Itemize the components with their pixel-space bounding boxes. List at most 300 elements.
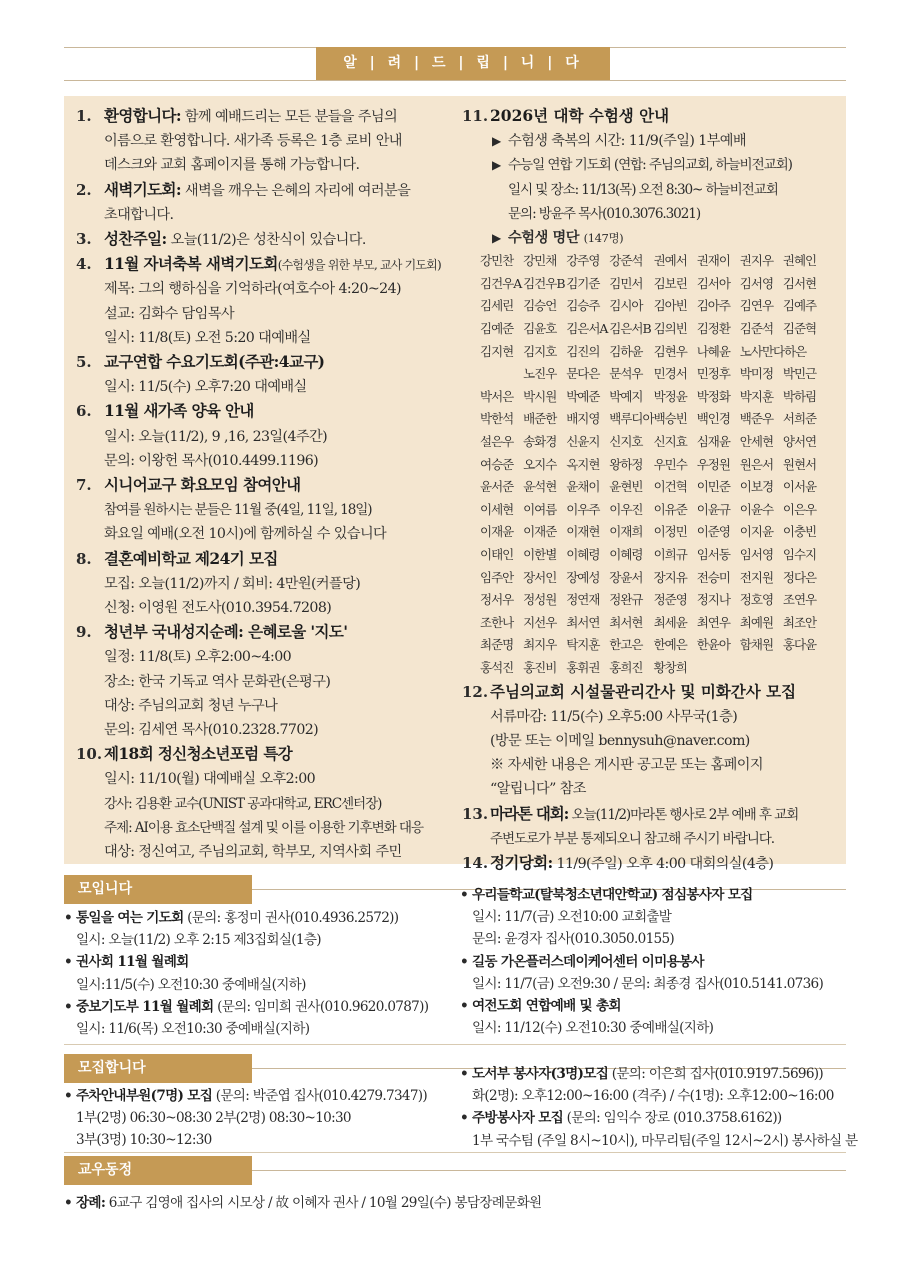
list-item-contact: (문의: 임익수 장로 (010.3758.6162)) (563, 1110, 782, 1127)
roster-name: 정서우 (480, 592, 514, 608)
list-item-title: 도서부 봉사자(3명)모집 (472, 1066, 609, 1082)
roster-name: 이충빈 (782, 524, 817, 540)
item-heading (104, 350, 454, 375)
triangle-icon: ▶ (492, 231, 502, 246)
roster-name: 김윤호 (523, 321, 557, 336)
roster-name: 송화경 (523, 433, 557, 449)
roster-name: 왕하정 (609, 456, 643, 472)
section-header-member-news: 교우동정 (64, 1156, 252, 1185)
roster-name: 강민찬 (480, 253, 514, 269)
roster-name: 이혜령 (566, 546, 600, 562)
roster-name: 이서윤 (782, 479, 817, 495)
announcement-item (462, 802, 846, 851)
list-item-line: 문의: 윤경자 집사(010.3050.0155) (472, 931, 675, 948)
volunteers-left (64, 1085, 460, 1152)
list-item-line: 일시: 오늘(11/2) 오후 2:15 제3집회실(1층) (76, 932, 321, 949)
list-item-heading (472, 951, 846, 973)
list-item (460, 1107, 858, 1151)
roster-name: 장예성 (566, 569, 600, 585)
item-number: 13. (462, 804, 489, 823)
list-item (64, 1085, 460, 1152)
roster-name: 이재희 (609, 524, 643, 540)
roster-name: 홍희진 (609, 659, 643, 675)
item-line: 이름으로 환영합니다. 새가족 등록은 1층 로비 안내 (104, 133, 402, 150)
item-number: 7. (76, 476, 92, 495)
roster-name: 이재현 (566, 524, 600, 540)
roster-name: 이보경 (739, 479, 774, 495)
roster-name: 이우진 (609, 501, 643, 517)
gatherings-left (64, 907, 460, 1040)
roster-name: 신윤지 (566, 433, 600, 449)
item-line: 문의: 김세연 목사(010.2328.7702) (104, 722, 319, 739)
roster-name: 김현우 (653, 343, 687, 359)
list-item-contact: (문의: 박준엽 집사(010.4279.7347)) (212, 1088, 427, 1104)
roster-name: 장윤서 (609, 569, 643, 585)
item-number: 5. (76, 353, 92, 372)
roster-name: 이한별 (523, 546, 557, 562)
item-heading (104, 252, 454, 277)
item-line: 장소: 한국 기독교 역사 문화관(은평구) (104, 673, 331, 690)
item-heading (104, 547, 454, 572)
roster-name: 권재이 (696, 253, 730, 269)
announcement-item (76, 547, 454, 621)
roster-name: 최연우 (696, 614, 730, 630)
list-item-line: 1부(2명) 06:30~08:30 2부(2명) 08:30~10:30 (76, 1110, 351, 1127)
announcement-item (76, 742, 454, 864)
bullet-icon: • (460, 953, 468, 970)
bullet-icon: • (460, 887, 468, 903)
list-item-line: 일시: 11/12(수) 오전10:30 중예배실(지하) (472, 1020, 714, 1037)
roster-name: 정호영 (739, 592, 774, 608)
roster-name: 지선우 (523, 614, 557, 630)
item-line: 신청: 이영원 전도사(010.3954.7208) (104, 600, 332, 617)
item-title: 제18회 정신청소년포럼 특강 (104, 744, 293, 764)
list-item (64, 1192, 846, 1214)
item-heading (104, 104, 454, 129)
roster-name: 전승미 (696, 569, 730, 585)
roster-name: 조연우 (782, 592, 817, 608)
item-line: 서류마감: 11/5(수) 오후5:00 사무국(1층) (490, 708, 738, 725)
roster-name: 김예준 (480, 321, 514, 336)
roster-name: 조한나 (480, 614, 514, 630)
roster-name: 김준석 (739, 321, 774, 336)
roster-name: 양서연 (782, 433, 817, 449)
announcement-item (76, 350, 454, 399)
roster-name: 문다은 (566, 366, 600, 382)
roster-name: 박미정 (739, 366, 774, 382)
item-number: 14. (462, 853, 489, 872)
roster-name: 김승언 (523, 298, 557, 314)
item-number: 10. (76, 745, 103, 764)
bullet-icon: • (64, 910, 72, 926)
roster-name: 이우주 (566, 501, 600, 517)
announcement-item (76, 473, 454, 547)
roster-name: 권혜인 (782, 253, 817, 269)
roster-names (480, 250, 826, 679)
roster-name: 백인경 (696, 411, 730, 427)
roster-name: 윤서준 (480, 479, 514, 495)
item-line: 참여를 원하시는 분들은 11월 중(4일, 11일, 18일) (104, 502, 372, 519)
roster-name: 김아빈 (653, 298, 687, 314)
list-item-title: 여전도회 연합예배 및 총회 (472, 998, 621, 1015)
section-divider (64, 1044, 846, 1045)
section-rule (252, 1170, 846, 1171)
sub-title: 수험생 축복의 시간: 11/9(주일) 1부예배 (508, 133, 746, 150)
roster-name: 탁지훈 (566, 637, 600, 653)
list-item-title: 주차안내부원(7명) 모집 (76, 1088, 213, 1104)
roster-name: 임수지 (782, 546, 817, 562)
roster-name: 설은우 (480, 433, 514, 449)
item-heading (104, 742, 454, 767)
list-item-title: 권사회 11월 월례회 (76, 954, 189, 971)
item-line: 일시: 11/8(토) 오전 5:20 대예배실 (104, 329, 311, 346)
item-title: 청년부 국내성지순례: 은혜로울 '지도' (104, 622, 348, 642)
roster-name: 홍휘권 (566, 659, 600, 675)
roster-name: 김건우B (523, 275, 565, 291)
roster-name: 김건우A (480, 275, 522, 291)
item-title: 11월 자녀축복 새벽기도회 (104, 254, 278, 274)
list-item (460, 995, 846, 1039)
item-text: 오늘(11/2)마라톤 행사로 2부 예배 후 교회 (568, 806, 799, 823)
item-title: 정기당회: (490, 852, 553, 872)
item-line: 일시: 오늘(11/2), 9 ,16, 23일(4주간) (104, 428, 328, 445)
roster-name: 김진의 (566, 343, 600, 359)
roster-name: 홍다윤 (782, 637, 817, 653)
item-line: 대상: 주님의교회 청년 누구나 (104, 697, 278, 714)
announcements-left-column (76, 104, 454, 864)
roster-name: 노진우 (523, 366, 557, 382)
sub-item (490, 153, 846, 226)
list-item-title: 우리들학교(탈북청소년대안학교) 점심봉사자 모집 (472, 887, 753, 903)
announcements-box (64, 96, 846, 872)
roster-name: 최서연 (566, 614, 600, 630)
roster-name: 윤석현 (523, 479, 557, 495)
item-heading (104, 620, 454, 645)
item-line: 주제: AI이용 효소단백질 설계 및 이를 이용한 기후변화 대응 (104, 819, 423, 836)
roster-name: 최예원 (739, 614, 774, 630)
list-item-line: 일시:11/5(수) 오전10:30 중예배실(지하) (76, 976, 306, 993)
roster-name: 권예서 (653, 253, 687, 269)
roster-name: 정준영 (653, 592, 687, 608)
roster-name: 이윤규 (696, 501, 730, 517)
item-line: 제목: 그의 행하심을 기억하라(여호수아 4:20~24) (104, 281, 401, 298)
item-title: 환영합니다: (104, 106, 181, 125)
roster-name: 박한석 (480, 411, 514, 427)
item-title: 새벽기도회: (104, 179, 181, 199)
roster-name: 홍진비 (523, 659, 557, 675)
roster-name: 박민근 (782, 366, 817, 382)
roster-name: 최서현 (609, 614, 643, 630)
item-number: 11. (462, 107, 489, 125)
roster-name: 강준석 (609, 253, 643, 269)
announcement-item (462, 680, 846, 802)
item-title: 결혼예비학교 제24기 모집 (104, 548, 278, 568)
roster-name: 심재윤 (696, 433, 730, 449)
section-header-volunteers: 모집합니다 (64, 1054, 252, 1083)
roster-title: 수험생 명단 (508, 230, 580, 247)
triangle-icon: ▶ (492, 134, 502, 149)
roster-name: 김승주 (566, 298, 600, 314)
roster-name: 박서은 (480, 388, 514, 404)
roster-name: 이민준 (696, 479, 730, 495)
list-item-heading (76, 951, 460, 973)
roster-name: 나혜윤 (696, 343, 730, 359)
item-title: 마라톤 대회: (490, 803, 569, 823)
roster-name: 김준혁 (782, 321, 817, 336)
list-item-heading (76, 1085, 460, 1107)
roster-name: 이지윤 (739, 524, 774, 540)
item-line: 설교: 김화수 담임목사 (104, 305, 234, 322)
roster-name: 함채원 (739, 637, 774, 653)
news-text: 6교구 김영애 집사의 시모상 / 故 이혜자 권사 / 10월 29일(수) 봉담장례문화원 (105, 1195, 542, 1211)
roster-name: 우민수 (653, 456, 687, 472)
list-item-title: 중보기도부 11월 월례회 (76, 998, 214, 1015)
list-item-line: 일시: 11/7(금) 오전9:30 / 문의: 최종경 집사(010.5141.0736) (472, 975, 824, 992)
item-heading (104, 399, 454, 424)
roster-name: 황창희 (653, 659, 687, 675)
roster-name: 옥지현 (566, 456, 600, 472)
announcement-item (76, 104, 454, 178)
roster-name: 이희규 (653, 546, 687, 562)
roster-name: 최세윤 (653, 614, 687, 630)
item-title: 주님의교회 시설물관리간사 및 미화간사 모집 (490, 681, 797, 701)
roster-name: 배준한 (523, 411, 557, 427)
item-title: 교구연합 수요기도회(주관:4교구) (104, 352, 325, 372)
sub-title: 수능일 연합 기도회 (연합: 주님의교회, 하늘비전교회) (508, 157, 792, 174)
list-item-contact: (문의: 홍정미 권사(010.4936.2572)) (183, 910, 399, 926)
roster-name: 민정후 (696, 366, 730, 382)
roster-name: 여승준 (480, 456, 514, 472)
roster-name: 김은서B (609, 321, 651, 336)
list-item (64, 951, 460, 995)
roster-name: 김기준 (566, 275, 600, 291)
bullet-icon: • (64, 1088, 72, 1104)
bulletin-page (64, 0, 858, 1276)
item-number: 8. (76, 549, 92, 568)
roster-name: 권지우 (739, 253, 774, 269)
roster-name: 서희준 (782, 411, 817, 427)
item-title: 2026년 대학 수험생 안내 (490, 106, 670, 125)
roster-name: 한예은 (653, 637, 687, 653)
roster-name: 박하림 (782, 388, 817, 404)
roster-name: 백승빈 (653, 411, 687, 427)
roster-name: 김보린 (653, 275, 687, 291)
list-item-line: 화(2명): 오후12:00~16:00 (격주) / 수(1명): 오후12:00~16:00 (472, 1088, 834, 1105)
roster-name: 이윤수 (739, 501, 774, 517)
triangle-icon: ▶ (492, 158, 502, 173)
item-line: 대상: 정신여고, 주님의교회, 학부모, 지역사회 주민 (104, 844, 402, 861)
roster-name: 민경서 (653, 366, 687, 382)
bullet-icon: • (64, 998, 72, 1015)
roster-name: 장지유 (653, 569, 687, 585)
roster-name: 임서동 (696, 546, 730, 562)
announcement-item (76, 399, 454, 473)
item-number: 9. (76, 623, 92, 642)
roster-name: 임서영 (739, 546, 774, 562)
roster-name: 박시원 (523, 388, 557, 404)
list-item-line: 3부(3명) 10:30~12:30 (76, 1132, 212, 1149)
announcement-item (76, 620, 454, 742)
roster-name: 김정환 (696, 321, 730, 336)
list-item-heading (472, 995, 846, 1017)
roster-name: 김민서 (609, 275, 643, 291)
roster-name: 김아주 (696, 298, 730, 314)
list-item (460, 951, 846, 995)
roster-name: 김서아 (696, 275, 730, 291)
announcement-item (76, 227, 454, 252)
roster-name: 정성원 (523, 592, 557, 608)
item-line: 일시: 11/10(월) 대예배실 오후2:00 (104, 771, 316, 788)
sub-line: 일시 및 장소: 11/13(목) 오전 8:30~ 하늘비전교회 (508, 181, 778, 198)
item-line: 초대합니다. (104, 206, 174, 223)
roster-name: 신지호 (609, 433, 643, 449)
news-title: 장례: (76, 1195, 106, 1211)
list-item-heading (472, 884, 846, 906)
roster-name: 이은우 (782, 501, 817, 517)
roster-name: 이건혁 (653, 479, 687, 495)
list-item-title: 주방봉사자 모집 (472, 1110, 564, 1127)
roster-name: 박정윤 (653, 388, 687, 404)
roster-name: 안세현 (739, 433, 774, 449)
roster-name: 최준명 (480, 637, 514, 653)
item-line: 일시: 11/5(수) 오후7:20 대예배실 (104, 379, 307, 396)
roster-name: 박예준 (566, 388, 600, 404)
roster-name: 장서인 (523, 569, 557, 585)
list-item-line: 일시: 11/6(목) 오전10:30 중예배실(지하) (76, 1021, 310, 1038)
roster-name: 이여름 (523, 501, 557, 517)
roster-name: 강주영 (566, 253, 600, 269)
item-text: 11/9(주일) 오후 4:00 대회의실(4층) (552, 855, 774, 872)
item-line: 강사: 김용환 교수(UNIST 공과대학교, ERC센터장) (104, 795, 382, 812)
item-subtitle: (수험생을 위한 부모, 교사 기도회) (277, 258, 441, 273)
roster-name: 이정민 (653, 524, 687, 540)
roster-name: 이유준 (653, 501, 687, 517)
roster-name: 김하윤 (609, 343, 643, 359)
volunteers-right (460, 1063, 858, 1152)
item-text: 새벽을 깨우는 은혜의 자리에 여러분을 (181, 182, 411, 199)
roster-name: 윤채이 (566, 479, 600, 495)
item-title: 11월 새가족 양육 안내 (104, 401, 254, 421)
roster-name: 김의빈 (653, 321, 687, 336)
list-item-title: 통일을 여는 기도회 (76, 910, 184, 926)
roster-name: 정연재 (566, 592, 600, 608)
roster-count: (147명) (583, 231, 624, 246)
section-divider (64, 1152, 846, 1153)
list-item-heading (472, 1107, 846, 1129)
roster-name: 문석우 (609, 366, 643, 382)
roster-name: 김지현 (480, 343, 514, 359)
list-item-line: 1부 국수팀 (주일 8시~10시), 마무리팀(주일 12시~2시) 봉사하실 분 (472, 1132, 858, 1149)
bullet-icon: • (460, 1110, 468, 1127)
roster-name (480, 363, 523, 386)
list-item-contact: (문의: 임미희 권사(010.9620.0787)) (213, 998, 429, 1015)
list-item (460, 1063, 846, 1107)
item-line: 문의: 이왕헌 목사(010.4499.1196) (104, 452, 319, 469)
item-line: 데스크와 교회 홈페이지를 통해 가능합니다. (104, 157, 360, 174)
announcement-item (462, 104, 846, 250)
announcements-right-column (462, 104, 846, 876)
roster-name: 한윤아 (696, 637, 730, 653)
roster-name: 박정화 (696, 388, 730, 404)
roster-name: 원현서 (782, 456, 817, 472)
item-title: 성찬주일: (104, 229, 167, 249)
announcement-item (76, 178, 454, 227)
banner-rule (64, 80, 846, 81)
roster-name: 이재준 (523, 524, 557, 540)
roster-name: 김세린 (480, 298, 514, 314)
roster-name: 김연우 (739, 298, 774, 314)
roster-name: 신지효 (653, 433, 687, 449)
item-number: 4. (76, 255, 92, 274)
item-number: 12. (462, 682, 489, 701)
roster-name: 윤현빈 (609, 479, 643, 495)
item-number: 6. (76, 402, 92, 421)
item-line: 모집: 오늘(11/2)까지 / 회비: 4만원(커플당) (104, 575, 361, 592)
item-line: “알립니다” 참조 (490, 781, 586, 798)
item-line: ※ 자세한 내용은 게시판 공고문 또는 홈페이지 (490, 757, 763, 774)
roster-name: 오지수 (523, 456, 557, 472)
announcements-banner: 알 | 려 | 드 | 립 | 니 | 다 (316, 47, 610, 80)
list-item (64, 996, 460, 1040)
roster-name: 최지우 (523, 637, 557, 653)
roster-name: 김지호 (523, 343, 557, 359)
roster-name: 백루디아 (609, 411, 654, 427)
item-number: 2. (76, 180, 92, 199)
roster-name: 정지나 (696, 592, 730, 608)
list-item-heading (76, 996, 460, 1018)
list-item-contact: (문의: 이은희 집사(010.9197.5696)) (608, 1066, 823, 1082)
roster-name: 김서영 (739, 275, 774, 291)
bullet-icon: • (460, 998, 468, 1015)
item-text: 함께 예배드리는 모든 분들을 주님의 (181, 109, 398, 125)
bullet-icon: • (64, 1195, 72, 1211)
roster-name: 이세현 (480, 501, 514, 517)
roster-name: 전지원 (739, 569, 774, 585)
roster-name: 배지영 (566, 411, 600, 427)
item-line: (방문 또는 이메일 bennysuh@naver.com) (490, 732, 750, 749)
roster-name: 김서현 (782, 275, 817, 291)
list-item-heading (76, 907, 460, 929)
section-header-gatherings: 모입니다 (64, 875, 252, 904)
list-item-line: 일시: 11/7(금) 오전10:00 교회출발 (472, 909, 672, 926)
roster-name: 노사만다하은 (739, 343, 807, 359)
list-item (64, 907, 460, 951)
list-item-title: 길동 가온플러스데이케어센터 이미용봉사 (472, 953, 704, 970)
item-line: 화요일 예배(오전 10시)에 함께하실 수 있습니다 (104, 526, 387, 543)
roster-name: 김예주 (782, 298, 817, 314)
sub-item (490, 129, 846, 153)
item-heading (104, 473, 454, 498)
roster-name: 백준우 (739, 411, 774, 427)
roster-heading (490, 226, 846, 250)
roster-name: 박예지 (609, 388, 643, 404)
roster-name: 김은서A (566, 321, 608, 336)
roster-name: 정다은 (782, 569, 817, 585)
roster-name: 이재윤 (480, 524, 514, 540)
list-item-heading (472, 1063, 846, 1085)
roster-name: 이준영 (696, 524, 730, 540)
roster-name: 정완규 (609, 592, 643, 608)
item-title: 시니어교구 화요모임 참여안내 (104, 475, 301, 495)
item-number: 1. (76, 107, 92, 125)
item-heading (104, 227, 454, 252)
list-item (460, 884, 846, 951)
roster-name: 임주안 (480, 569, 514, 585)
member-news (64, 1192, 846, 1214)
roster-name: 이태인 (480, 546, 514, 562)
roster-name: 김시아 (609, 298, 643, 314)
sub-line: 문의: 방윤주 목사(010.3076.3021) (508, 205, 701, 222)
